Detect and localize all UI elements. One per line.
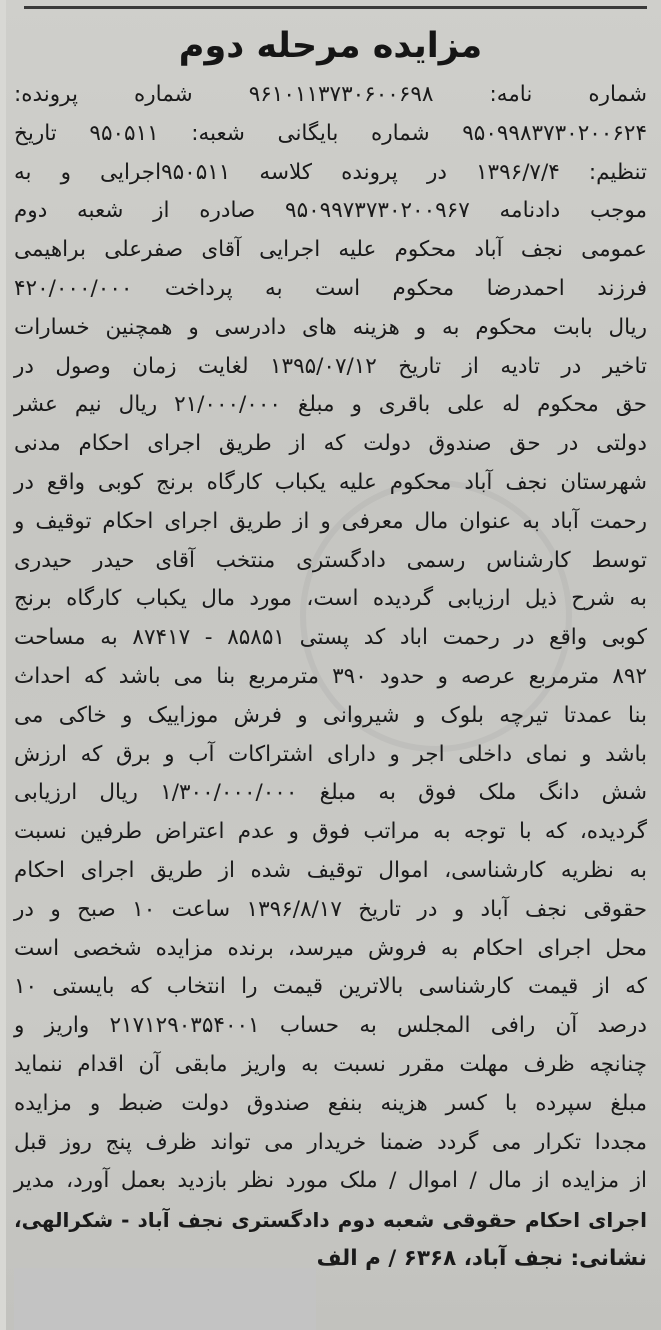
notice-line: درصد آن رافی المجلس به حساب ۲۱۷۱۲۹۰۳۵۴۰۰۱ واریز و bbox=[14, 1013, 648, 1039]
redaction-block bbox=[14, 1268, 316, 1330]
notice-line: بنا عمدتا تیرچه بلوک و شیروانی و فرش موزاییک و خاکی می bbox=[14, 702, 647, 728]
address-line: نشانی: نجف آباد، ۶۳۶۸ / م الف bbox=[316, 1245, 647, 1271]
notice-line: حقوقی نجف آباد و در تاریخ ۱۳۹۶/۸/۱۷ ساعت ۱۰ صبح و در bbox=[14, 896, 648, 922]
notice-title: مزایده مرحله دوم bbox=[178, 26, 483, 66]
clipping-edge bbox=[0, 0, 6, 1330]
top-rule-divider bbox=[24, 6, 647, 9]
notice-line: شماره نامه: ۹۶۱۰۱۱۳۷۳۰۶۰۰۶۹۸ شماره پرونده: bbox=[14, 82, 647, 107]
notice-line: رحمت آباد به عنوان مال معرفی و از طریق اجرای احکام توقیف و bbox=[14, 508, 647, 534]
notice-line: ریال بابت محکوم به و هزینه های دادرسی و همچنین خسارات bbox=[14, 314, 647, 340]
notice-line: که از قیمت کارشناسی بالاترین قیمت را انتخاب که بایستی ۱۰ bbox=[14, 974, 647, 1000]
notice-line: محل اجرای احکام به فروش میرسد، برنده مزایده شخصی است bbox=[14, 935, 647, 961]
notice-line: تاخیر در تادیه از تاریخ ۱۳۹۵/۰۷/۱۲ لغایت زمان وصول در bbox=[14, 353, 648, 379]
notice-line: توسط کارشناس رسمی دادگستری منتخب آقای حیدر حیدری bbox=[14, 547, 647, 573]
notice-line: گردیده، که با توجه به مراتب فوق و عدم اعتراض طرفین نسبت bbox=[14, 819, 647, 845]
notice-line: به نظریه کارشناسی، اموال توقیف شده از طریق اجرای احکام bbox=[14, 857, 647, 883]
notice-line: چنانچه ظرف مهلت مقرر نسبت به واریز مابقی آن اقدام ننماید bbox=[14, 1051, 647, 1077]
notice-line: شش دانگ ملک فوق به مبلغ ۱/۳۰۰/۰۰۰/۰۰۰ ریال ارزیابی bbox=[14, 780, 647, 806]
notice-line: ۸۹۲ مترمربع عرصه و حدود ۳۹۰ مترمربع بنا می باشد که احداث bbox=[14, 663, 647, 689]
notice-line: موجب دادنامه ۹۵۰۹۹۷۳۷۳۰۲۰۰۹۶۷ صادره از شعبه دوم bbox=[14, 198, 647, 224]
notice-line: از مزایده از مال / اموال / ملک مورد نظر بازدید بعمل آورد، مدیر bbox=[14, 1168, 647, 1194]
notice-line: حق محکوم له علی باقری و مبلغ ۲۱/۰۰۰/۰۰۰ ریال نیم عشر bbox=[14, 392, 647, 418]
notice-line: عمومی نجف آباد محکوم علیه اجرایی آقای صفرعلی براهیمی bbox=[14, 237, 647, 263]
notice-line: مبلغ سپرده با کسر هزینه بنفع صندوق دولت ضبط و مزایده bbox=[14, 1090, 647, 1116]
notice-line: مجددا تکرار می گردد ضمنا خریدار می تواند ظرف پنج روز قبل bbox=[14, 1129, 647, 1155]
notice-line: ۹۵۰۹۹۸۳۷۳۰۲۰۰۶۲۴ شماره بایگانی شعبه: ۹۵۰۵۱۱ تاریخ bbox=[14, 120, 647, 146]
signature-line: اجرای احکام حقوقی شعبه دوم دادگستری نجف آباد - شکرالهی، bbox=[14, 1208, 647, 1233]
notice-line: شهرستان نجف آباد محکوم علیه یکباب کارگاه برنج کوبی واقع در bbox=[14, 469, 647, 495]
notice-line: به شرح ذیل ارزیابی گردیده است، مورد مال یکباب کارگاه برنج bbox=[14, 586, 647, 612]
notice-body bbox=[14, 76, 647, 1279]
notice-line: دولتی در حق صندوق دولت که از طریق اجرای احکام مدنی bbox=[14, 431, 647, 457]
notice-line: تنظیم: ۱۳۹۶/۷/۴ در پرونده کلاسه ۹۵۰۵۱۱اجرایی و به bbox=[14, 159, 648, 185]
notice-line: کوبی واقع در رحمت اباد کد پستی ۸۵۸۵۱ - ۸۷۴۱۷ به مساحت bbox=[14, 625, 647, 651]
notice-line: باشد و نمای داخلی اجر و دارای اشتراکات آب و برق که ارزش bbox=[14, 741, 647, 767]
notice-line: فرزند احمدرضا محکوم است به پرداخت ۴۲۰/۰۰۰/۰۰۰ bbox=[14, 275, 647, 301]
